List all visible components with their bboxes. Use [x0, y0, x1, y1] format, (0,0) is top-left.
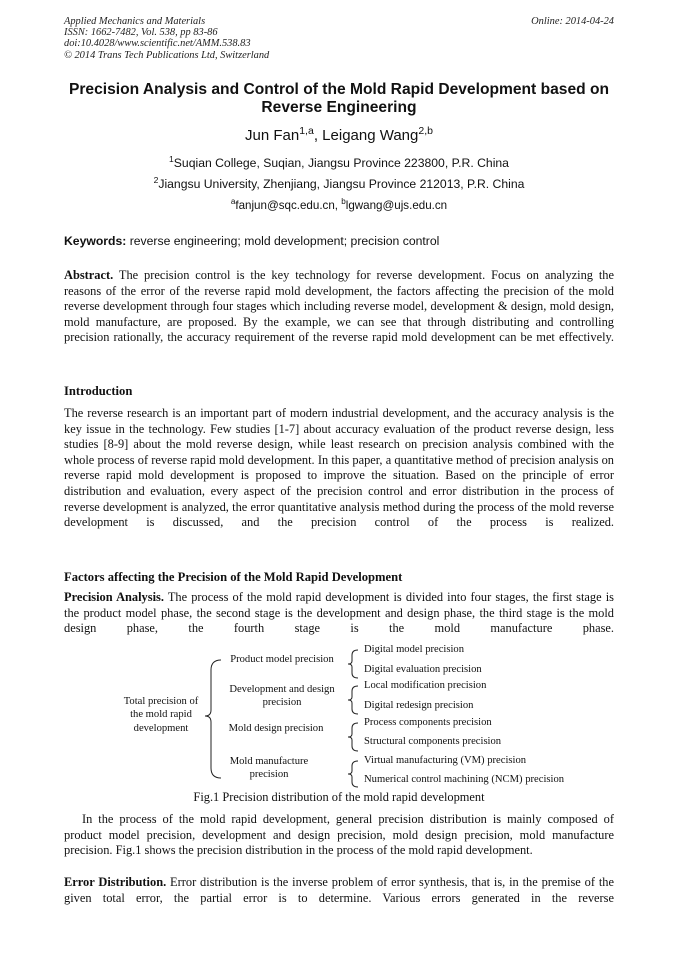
copyright-line: © 2014 Trans Tech Publications Ltd, Switzerland [64, 49, 270, 61]
introduction-text: The reverse research is an important part of modern industrial development, and the accuracy analysis is the key issue in the technology. Few studies [1-7] about accuracy evaluation of the product reverse design, less studies [8-9] about the mold reverse design, while least research on precision analysis combined with the whole process of reverse rapid mold development. In this paper, a quantitative method of precision analysis on reverse rapid mold development is proposed to improve the situation. Based on the principle of error distribution and evaluation, every aspect of the precision control and error distribution in the process of reverse development is analyzed, the error quantitative analysis method during the process of the mold reverse development is discussed, and the precision control of the process is realized. [64, 406, 614, 530]
precision-analysis-text: The process of the mold rapid development is divided into four stages, the first stage is the product model phase, the second stage is the development and design phase, the third stage is the mold design phase, the fourth stage is the mold manufacture phase. [64, 590, 614, 636]
precision-distribution-paragraph: In the process of the mold rapid development, general precision distribution is mainly composed of product model precision, development and design precision, mold design precision, mold manufacture precision. Fig.1 shows the precision distribution in the process of the mold rapid development. [64, 812, 614, 858]
branch-label: Mold manufacture [229, 756, 309, 767]
branch-label: Product model precision [230, 654, 334, 665]
abstract-text: The precision control is the key technology for reverse development. Focus on analyzing the reasons of the error of the reverse rapid mold development, the factors affecting the precision of the mold reverse development through four stages which including reverse model, development & design, mold design, mold manufacture, are proposed. By the example, we can see that through distributing and controlling precision rationally, the accuracy requirement of the reverse rapid mold development can be met effectively. [64, 268, 614, 345]
branch-label: Development and design [229, 684, 335, 695]
author-name: Leigang Wang [322, 127, 419, 144]
issn-line: ISSN: 1662-7482, Vol. 538, pp 83-86 [64, 27, 218, 39]
journal-name: Applied Mechanics and Materials [64, 16, 206, 27]
leaf-label: Numerical control machining (NCM) precision [364, 774, 565, 785]
main-brace [205, 660, 221, 778]
doi-line: doi:10.4028/www.scientific.net/AMM.538.83 [64, 38, 251, 50]
error-distribution-text: Error distribution is the inverse problem of error synthesis, that is, in the premise of the given total error, the partial error is to determine. Various errors generated in the reverse [64, 875, 614, 905]
leaf-label: Virtual manufacturing (VM) precision [364, 755, 527, 766]
leaf-label: Digital evaluation precision [364, 664, 482, 675]
paper-title: Precision Analysis and Control of the Mold Rapid Development based on Reverse Engineering [68, 81, 610, 116]
email-sup: a [230, 197, 236, 207]
precision-tree-figure [0, 640, 678, 790]
error-distribution-label: Error Distribution. [64, 875, 167, 889]
abstract [64, 268, 614, 362]
leaf-label: Local modification precision [364, 680, 487, 691]
email-text[interactable]: lgwang@ujs.edu.cn [345, 199, 448, 212]
affiliation-sup: 2 [153, 174, 159, 185]
email-sup: b [341, 197, 346, 207]
branch-label: precision [262, 697, 302, 708]
leaf-label: Process components precision [364, 717, 492, 728]
email-text[interactable]: fanjun@sqc.edu.cn [235, 199, 335, 212]
branch-label: precision [249, 769, 289, 780]
author-sup: 1,a [299, 125, 314, 137]
leaf-label: Structural components precision [364, 736, 502, 747]
brace-mold-design [348, 723, 358, 751]
error-distribution-paragraph [64, 875, 614, 922]
author-sup: 2,b [418, 125, 433, 137]
introduction-heading: Introduction [64, 384, 133, 398]
brace-manufacture [348, 761, 358, 787]
affiliation-1 [0, 153, 678, 170]
affiliation-text: Suqian College, Suqian, Jiangsu Province 223800, P.R. China [173, 156, 509, 170]
root-label-line: the mold rapid [130, 709, 192, 720]
brace-development [348, 686, 358, 714]
affiliation-sup: 1 [169, 153, 174, 164]
running-header [64, 16, 269, 61]
online-date: Online: 2014-04-24 [531, 16, 614, 27]
author-line: Jun Fan$^{1,a}$, Leigang Wang$^{2,b}$ [245, 125, 433, 144]
author-name: Jun Fan [245, 127, 300, 144]
leaf-label: Digital redesign precision [364, 700, 474, 711]
keywords-label: Keywords: [64, 234, 127, 248]
factors-heading: Factors affecting the Precision of the Mold Rapid Development [64, 570, 403, 584]
keywords [64, 234, 439, 248]
branch-label: Mold design precision [228, 723, 324, 734]
abstract-label: Abstract. [64, 268, 114, 282]
leaf-label: Digital model precision [364, 644, 465, 655]
affiliation-2 [0, 174, 678, 191]
figure-caption: Fig.1 Precision distribution of the mold rapid development [193, 790, 485, 804]
brace-product [348, 650, 358, 678]
email-line: $^a$fanjun@sqc.edu.cn, $^b$lgwang@ujs.edu.cn [230, 197, 448, 212]
root-label-line: development [133, 723, 189, 734]
precision-analysis-label: Precision Analysis. [64, 590, 164, 604]
root-label-line: Total precision of [123, 696, 199, 707]
affiliation-text: Jiangsu University, Zhenjiang, Jiangsu Province 212013, P.R. China [158, 177, 525, 191]
keywords-text: reverse engineering; mold development; precision control [129, 234, 440, 248]
